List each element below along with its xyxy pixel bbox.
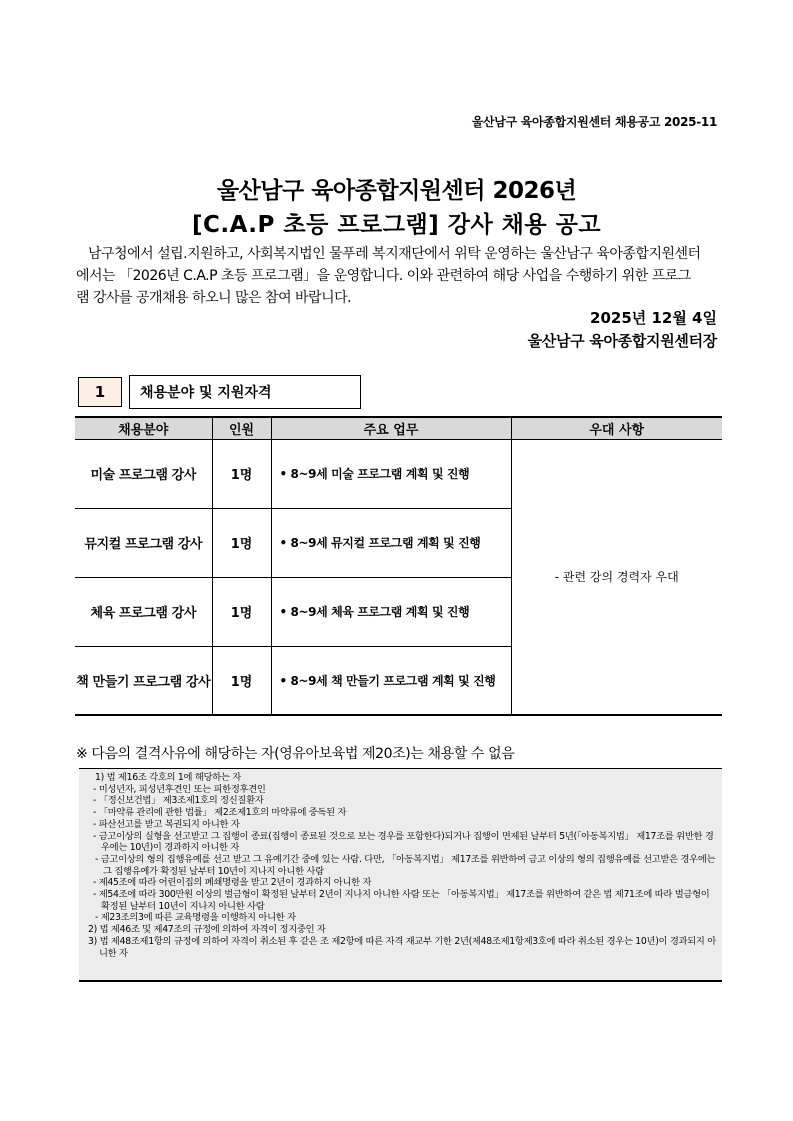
disqualification-subitem: - 금고이상의 형의 집행유예를 선고 받고 그 유예기간 중에 있는 사람. 다만, 「아동복지법」 제17조를 위반하여 금고 이상의 형의 집행유예를 선고받은 경우에는 그 집행유예가 확정된 날부터 10년이 지나지 아니한 사람 (95, 853, 716, 877)
announcement-date: 2025년 12월 4일 (590, 309, 717, 327)
disqualification-subitem: - 미성년자, 피성년후견인 또는 피한정후견인 (93, 783, 266, 795)
column-header: 인원 (212, 417, 271, 439)
preference-cell: - 관련 강의 경력자 우대 (511, 439, 722, 715)
signature: 울산남구 육아종합지원센터장 (527, 332, 717, 350)
disqualification-subitem: - 「마약류 관리에 관한 법률」 제2조제1호의 마약류에 중독된 자 (93, 807, 347, 819)
disqualification-subitem: - 제23조의3에 따른 교육명령을 이행하지 아니한 자 (95, 912, 296, 924)
recruitment-table (75, 416, 722, 716)
disqualification-box (79, 768, 722, 982)
table-header-row (75, 417, 722, 439)
disqualification-notice: ※ 다음의 결격사유에 해당하는 자(영유아보육법 제20조)는 채용할 수 없음 (76, 746, 515, 762)
job-duty: • 8~9세 체육 프로그램 계획 및 진행 (271, 577, 511, 646)
job-field: 책 만들기 프로그램 강사 (75, 646, 212, 715)
column-header: 우대 사항 (511, 417, 722, 439)
job-count: 1명 (212, 577, 271, 646)
section-title: 채용분야 및 지원자격 (129, 375, 361, 409)
job-field: 미술 프로그램 강사 (75, 439, 212, 508)
disqualification-subitem: - 제54조에 따라 300만원 이상의 벌금형이 확정된 날부터 2년이 지나지 아니한 사람 또는 「아동복지법」 제17조를 위반하여 같은 법 제71조에 따라 벌금형이 확정된 날부터 10년이 지나지 아니한 사람 (93, 889, 710, 912)
intro-paragraph (76, 243, 722, 309)
job-duty: • 8~9세 뮤지컬 프로그램 계획 및 진행 (271, 508, 511, 577)
intro-line: 램 강사를 공개채용 하오니 많은 참여 바랍니다. (76, 290, 352, 306)
disqualification-item: 1) 법 제16조 각호의 1에 해당하는 자 (95, 772, 241, 783)
job-field: 체육 프로그램 강사 (75, 577, 212, 646)
disqualification-subitem: - 「정신보건법」 제3조제1호의 정신질환자 (93, 795, 264, 807)
disqualification-item: 2) 법 제46조 및 제47조의 규정에 의하여 자격이 정지중인 자 (88, 924, 326, 936)
table-row (75, 439, 722, 508)
disqualification-subitem: - 파산선고를 받고 복권되지 아니한 자 (93, 818, 240, 830)
job-count: 1명 (212, 439, 271, 508)
disqualification-item: 3) 법 제48조제1항의 규정에 의하여 자격이 취소된 후 같은 조 제2항에 따른 자격 재교부 기한 2년(제48조제1항제3호에 따라 취소된 경우는 10년)이 경과되지 아니한 자 (88, 935, 716, 959)
disqualification-subitem: - 금고이상의 실형을 선고받고 그 집행이 종료(집행이 종료된 것으로 보는 경우를 포함한다)되거나 집행이 면제된 날부터 5년(「아동복지법」 제17조를 위반한 경우에는 10년)이 경과하지 아니한 자 (93, 830, 714, 854)
job-duty: • 8~9세 책 만들기 프로그램 계획 및 진행 (271, 646, 511, 715)
page-title-line2: [C.A.P 초등 프로그램] 강사 채용 공고 (191, 212, 602, 238)
job-count: 1명 (212, 646, 271, 715)
page-title-line1: 울산남구 육아종합지원센터 2026년 (216, 178, 577, 204)
column-header: 주요 업무 (271, 417, 511, 439)
section-number: 1 (78, 377, 122, 407)
intro-line: 남구청에서 설립.지원하고, 사회복지법인 물푸레 복지재단에서 위탁 운영하는 울산남구 육아종합지원센터 (88, 246, 701, 262)
column-header: 채용분야 (75, 417, 212, 439)
intro-line: 에서는 「2026년 C.A.P 초등 프로그램」을 운영합니다. 이와 관련하여 해당 사업을 수행하기 위한 프로그 (76, 268, 691, 284)
disqualification-subitem: - 제45조에 따라 어린이집의 폐쇄명령을 받고 2년이 경과하지 아니한 자 (93, 877, 372, 889)
job-field: 뮤지컬 프로그램 강사 (75, 508, 212, 577)
document-code: 울산남구 육아종합지원센터 채용공고 2025-11 (471, 115, 717, 129)
job-count: 1명 (212, 508, 271, 577)
job-duty: • 8~9세 미술 프로그램 계획 및 진행 (271, 439, 511, 508)
